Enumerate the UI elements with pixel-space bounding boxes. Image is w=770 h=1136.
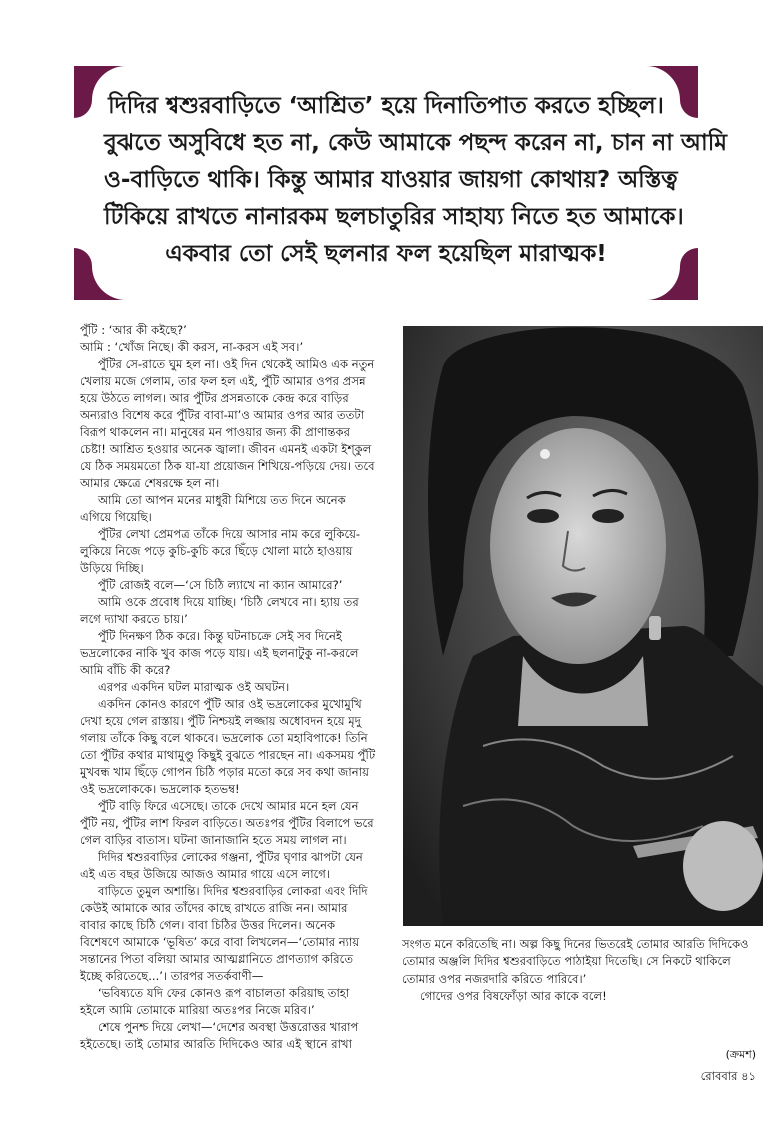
pull-quote-box [74,66,728,300]
pull-quote-text [104,88,728,273]
paragraph: সংগত মনে করিতেছি না। অল্প কিছু দিনের ভিতরেই তোমার আরতি দিদিকেও তোমার অঞ্জলি দিদির শ্বশুরবাড়িতে পাঠাইয়া দিতেছি। সে নিকটে থাকিলে তোমার ওপর নজরদারি করিতে পারিবে।’ [402,937,749,986]
paragraph: আমি তো আপন মনের মাধুরী মিশিয়ে তত দিনে অনেক এগিয়ে গিয়েছি। [80,493,346,524]
paragraph: দিদির শ্বশুরবাড়ির লোকের গঞ্জনা, পুঁটির ঘৃণার ঝাপটা যেন এই এত বছর উজিয়ে আজও আমার গায়ে এসে লাগে। [80,850,363,881]
paragraph: শেষে পুনশ্চ দিয়ে লেখা—‘দেশের অবস্থা উত্তরোত্তর খারাপ হইতেছে। তাই তোমার আরতি দিদিকেও আর এই স্থানে রাখা [80,1020,359,1051]
paragraph: পুঁটির লেখা প্রেমপত্র তাঁকে দিয়ে আসার নাম করে লুকিয়ে-লুকিয়ে নিজে পড়ে কুচি-কুচি করে ছিঁড়ে খোলা মাঠে হাওয়ায় উড়িয়ে দিচ্ছি। [80,527,361,575]
paragraph: পুঁটি বাড়ি ফিরে এসেছে। তাকে দেখে আমার মনে হল যেন পুঁটি নয়, পুঁটির লাশ ফিরল বাড়িতে। অতঃপর পুঁটির বিলাপে ভরে গেল বাড়ির বাতাস। ঘটনা জানাজানি হতে সময় লাগল না। [80,799,374,847]
paragraph: একদিন কোনও কারণে পুঁটি আর ওই ভদ্রলোকের মুখোমুখি দেখা হয়ে গেল রাস্তায়। পুঁটি নিশ্চয়ই লজ্জায় অধোবদন হয়ে মৃদু গলায় তাঁকে কিছু বলে থাকবে। ভদ্রলোক তো মহাবিপাকে! তিনি তো পুঁটির কথার মাথামুণ্ডু কিছুই বুঝতে পারছেন না। একসময় পুঁটি মুখবন্ধ খাম ছিঁড়ে গোপন চিঠি পড়ার মতো করে সব কথা জানায় ওই ভদ্রলোককে। ভদ্রলোক হতভম্ব! [80,697,376,796]
page-folio: রোববার ৪১ [700,1069,756,1083]
paragraph: ‘ভবিষ্যতে যদি ফের কোনও রূপ বাচালতা করিয়াছ তাহা হইলে আমি তোমাকে মারিয়া অতঃপর নিজে মরিব।’ [80,986,350,1017]
continued-label: (ক্রমশ) [725,1048,756,1061]
article-right-column [402,936,762,1006]
paragraph: আমি ওকে প্রবোধ দিয়ে যাচ্ছি। ‘চিঠি লেখবে না। হ্যায় তর লগে দ্যাখা করতে চায়।’ [80,595,359,626]
paragraph: বাড়িতে তুমুল অশান্তি। দিদির শ্বশুরবাড়ির লোকরা এবং দিদি কেউই আমাকে আর তাঁদের কাছে রাখতে রাজি নন। আমার বাবার কাছে চিঠি গেল। বাবা চিঠির উত্তর দিলেন। অনেক বিশেষণে আমাকে ‘ভূষিত’ করে বাবা লিখলেন—‘তোমার ন্যায় সন্তানের পিতা বলিয়া আমার আত্মগ্লানিতে প্রাণত্যাগ করিতে ইচ্ছে করিতেছে...’। তারপর সতর্কবাণী— [80,884,368,983]
paragraph: পুঁটি দিনক্ষণ ঠিক করে। কিন্তু ঘটনাচক্রে সেই সব দিনেই ভদ্রলোকের নাকি খুব কাজ পড়ে যায়। এই ছলনাটুকু না-করলে আমি বাঁচি কী করে? [80,629,359,677]
article-left-column [80,322,376,1053]
paragraph: এরপর একদিন ঘটল মারাত্মক ওই অঘটন। [98,680,290,694]
portrait-photo [403,326,763,926]
paragraph: আমি : ‘খোঁজ নিছে। কী করস, না-করস এই সব।’ [80,340,304,354]
paragraph: পুঁটি রোজই বলে—‘সে চিঠি ল্যাখে না ক্যান আমারে?’ [98,578,343,592]
paragraph: পুঁটি : ‘আর কী কইছে?’ [80,323,187,337]
pull-quote-line: বুঝতে অসুবিধে হত না, কেউ আমাকে পছন্দ করেন না, চান না আমি [104,130,728,156]
paragraph: পুঁটির সে-রাতে ঘুম হল না। ওই দিন থেকেই আমিও এক নতুন খেলায় মজে গেলাম, তার ফল হল এই, পুঁটি আমার ওপর প্রসন্ন হয়ে উঠতে লাগল। আর পুঁটির প্রসন্নতাকে কেন্দ্র করে বাড়ির অন্যরাও বিশেষ করে পুঁটির বাবা-মা’ও আমার ওপর আর ততটা বিরূপ থাকলেন না। মানুষের মন পাওয়ার জন্য কী প্রাণান্তকর চেষ্টা! আশ্রিত হওয়ার অনেক জ্বালা। জীবন এমনই একটা ইশ্কুল যে ঠিক সময়মতো ঠিক যা-যা প্রয়োজন শিখিয়ে-পড়িয়ে দেয়। তবে আমার ক্ষেত্রে শেষরক্ষে হল না। [80,357,375,490]
pull-quote-line: দিদির শ্বশুরবাড়িতে ‘আশ্রিত’ হয়ে দিনাতিপাত করতে হচ্ছিল। [108,93,664,119]
pull-quote-line: ও-বাড়িতে থাকি। কিন্তু আমার যাওয়ার জায়গা কোথায়? অস্তিত্ব [104,167,678,193]
pull-quote-line: টিকিয়ে রাখতে নানারকম ছলচাতুরির সাহায্য নিতে হত আমাকে। [104,204,684,230]
paragraph: গোদের ওপর বিষফোঁড়া আর কাকে বলে! [420,989,607,1004]
pull-quote-line: একবার তো সেই ছলনার ফল হয়েছিল মারাত্মক! [165,241,607,267]
